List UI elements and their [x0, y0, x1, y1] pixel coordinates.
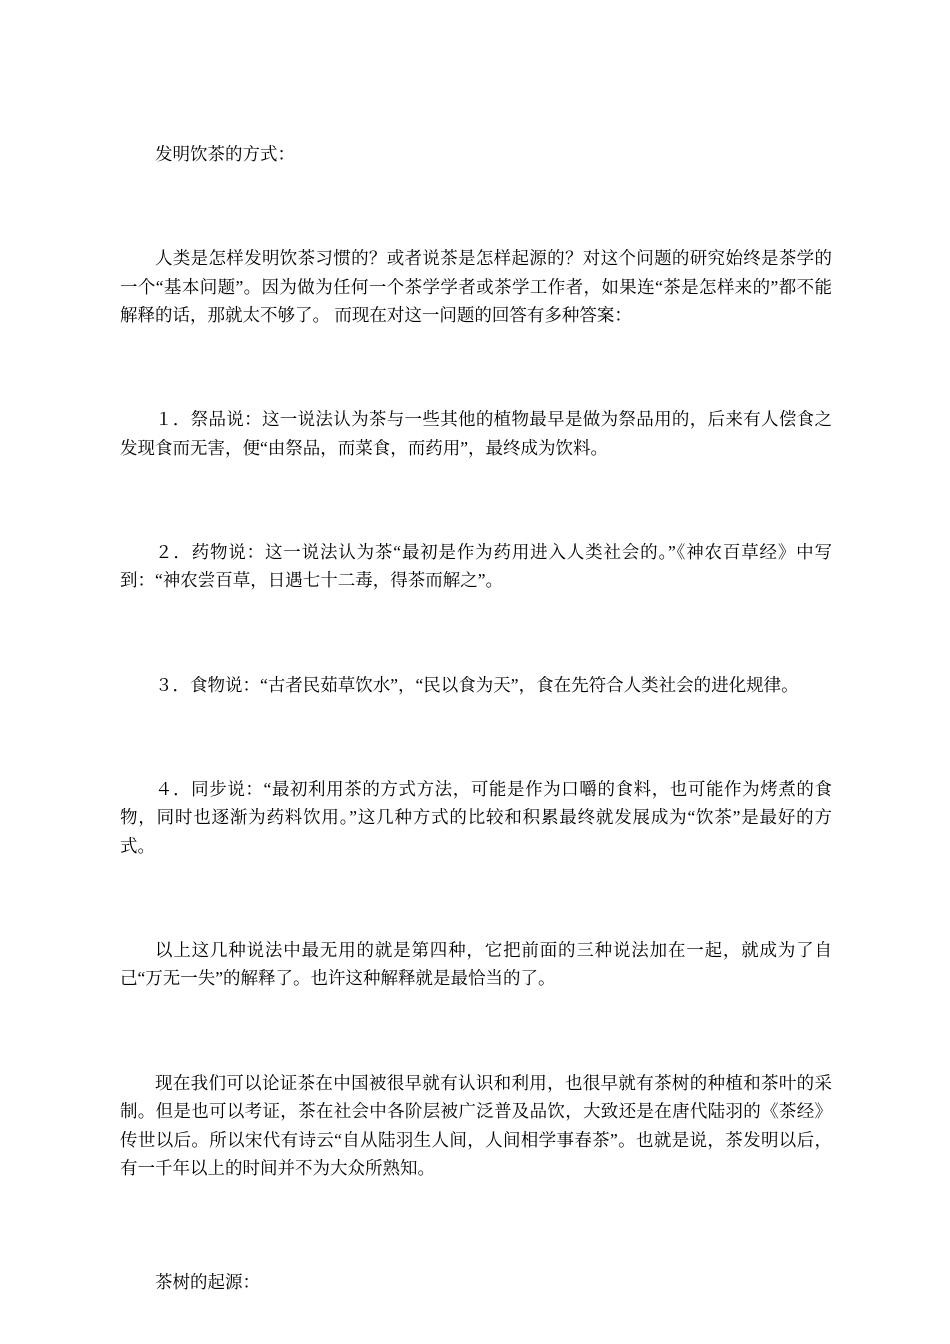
spacer [120, 595, 832, 671]
spacer [120, 329, 832, 405]
section-heading-invention: 发明饮茶的方式： [155, 144, 295, 164]
spacer [120, 168, 832, 244]
spacer [120, 1182, 832, 1268]
paragraph-history-spread: 现在我们可以论证茶在中国被很早就有认识和利用，也很早就有茶树的种植和茶叶的采制。但是也可以考证，茶在社会中各阶层被广泛普及品饮，大致还是在唐代陆羽的《茶经》传世以后。所以宋代有诗云“自从陆羽生人间，人间相学事春茶”。也就是说，茶发明以后，有一千年以上的时间并不为大众所熟知。 [120, 1072, 832, 1178]
spacer [120, 860, 832, 936]
paragraph-theory-2-medicine: ２．药物说：这一说法认为茶“最初是作为药用进入人类社会的。”《神农百草经》中写到：“神农尝百草，日遇七十二毒，得茶而解之”。 [120, 542, 832, 591]
paragraph-origin-question: 人类是怎样发明饮茶习惯的？或者说茶是怎样起源的？对这个问题的研究始终是茶学的一个“基本问题”。因为做为任何一个茶学学者或茶学工作者，如果连“茶是怎样来的”都不能解释的话，那就太不够了。 而现在对这一问题的回答有多种答案： [120, 248, 832, 326]
paragraph-theory-4-synchronous: ４．同步说：“最初利用茶的方式方法，可能是作为口嚼的食料，也可能作为烤煮的食物，同时也逐渐为药料饮用。”这几种方式的比较和积累最终就发展成为“饮茶”是最好的方式。 [120, 779, 832, 856]
document-body [120, 140, 832, 1297]
spacer [120, 699, 832, 775]
spacer [120, 462, 832, 538]
paragraph-theory-1-offering: １．祭品说：这一说法认为茶与一些其他的植物最早是做为祭品用的，后来有人偿食之发现食而无害，便“由祭品，而菜食，而药用”，最终成为饮料。 [120, 409, 832, 458]
spacer [120, 993, 832, 1069]
paragraph-theory-3-food: ３．食物说：“古者民茹草饮水”，“民以食为天”，食在先符合人类社会的进化规律。 [155, 674, 799, 695]
section-heading-tea-tree-origin: 茶树的起源： [155, 1272, 260, 1293]
paragraph-conclusion-theories: 以上这几种说法中最无用的就是第四种，它把前面的三种说法加在一起，就成为了自己“万无一失”的解释了。也许这种解释就是最恰当的了。 [120, 940, 832, 989]
